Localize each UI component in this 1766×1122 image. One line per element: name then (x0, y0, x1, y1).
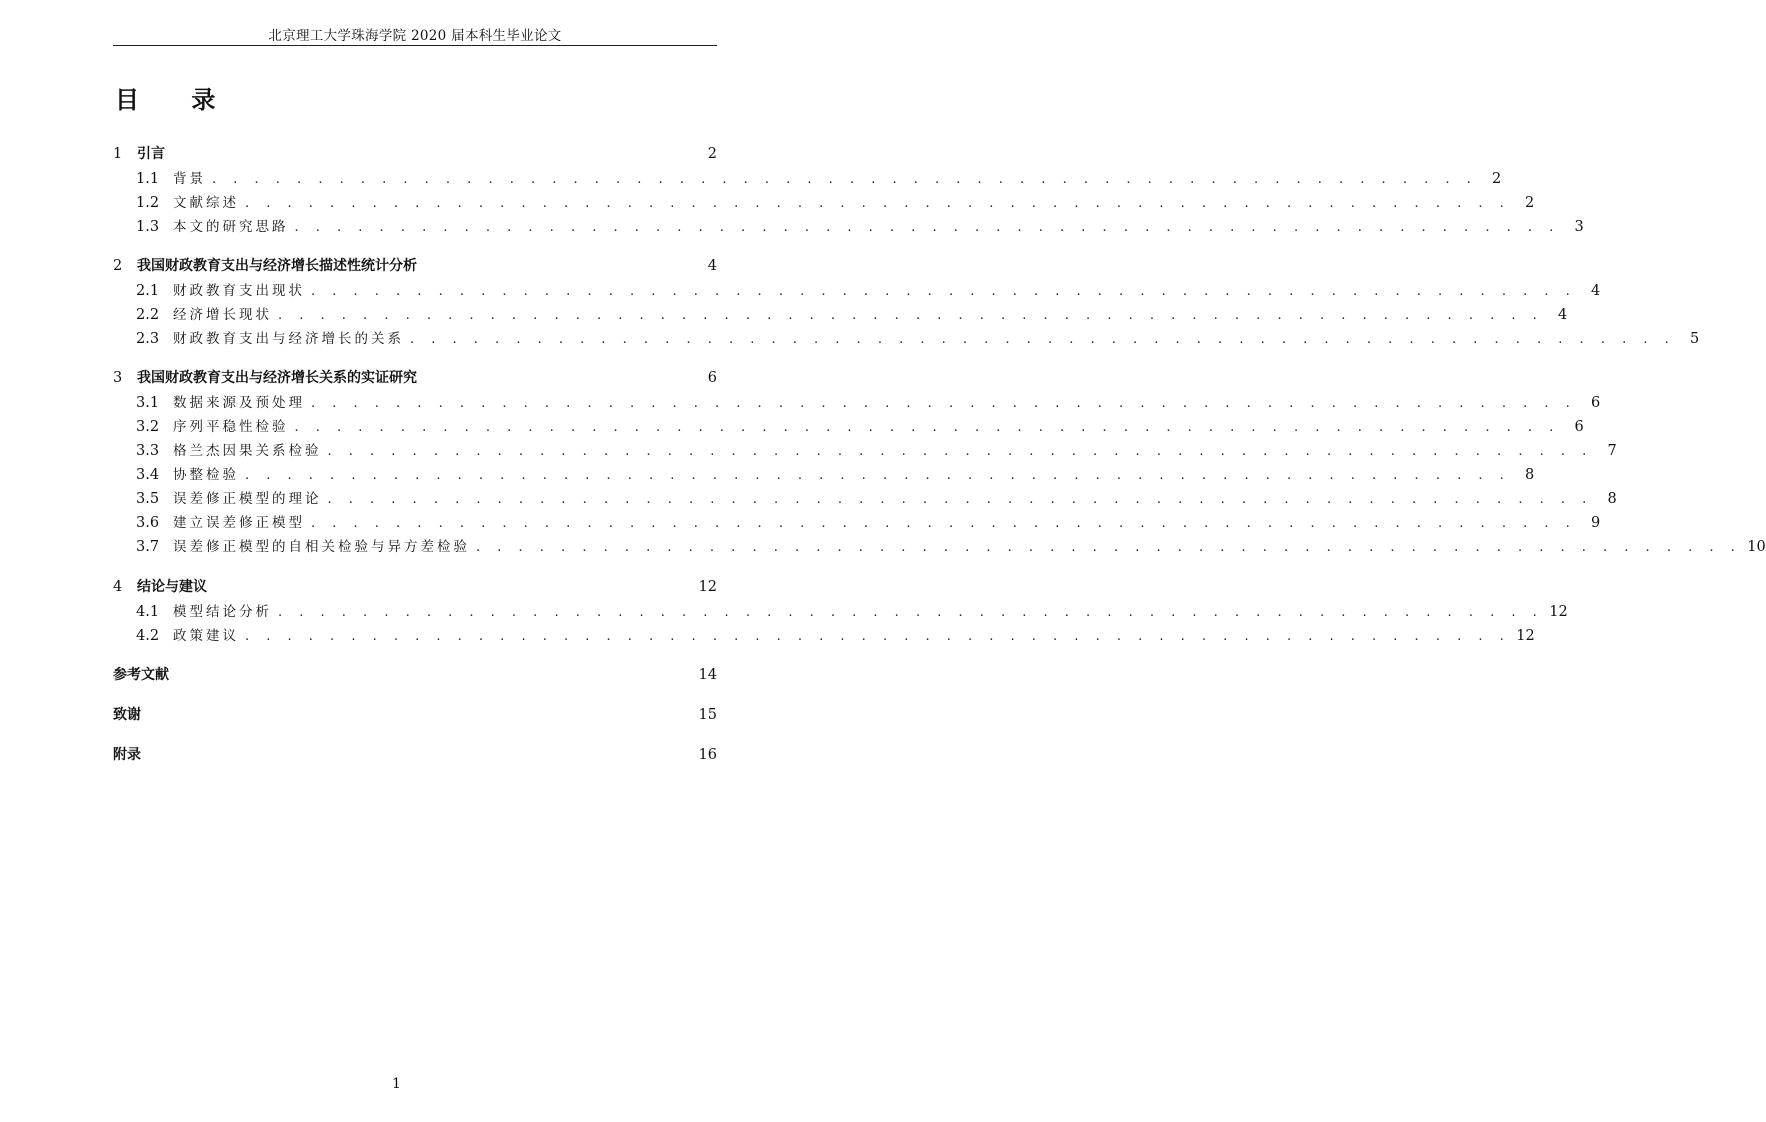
section-number: 3.5 (136, 491, 160, 507)
leader-dots: . . . . . . . . . . . . . . . . . . . . . . . . . . . . . . . . . . . . . . . . . . . . . . . . . . . . . . . . . . . . (311, 396, 1577, 411)
section-title: 政策建议 (173, 628, 239, 644)
section-number: 4.1 (136, 604, 160, 620)
toc-section-3-4[interactable] (113, 463, 1535, 483)
chapter-number: 2 (113, 258, 123, 274)
toc-chapter-3[interactable] (113, 367, 717, 387)
section-page: 2 (1492, 171, 1502, 187)
section-page: 10 (1747, 539, 1766, 555)
section-number: 3.2 (136, 419, 160, 435)
leader-dots: . . . . . . . . . . . . . . . . . . . . . . . . . . . . . . . . . . . . . . . . . . . . . . . . . . . . . . . . . . . . (410, 332, 1676, 347)
references-title: 参考文献 (113, 667, 169, 683)
section-title: 格兰杰因果关系检验 (173, 443, 322, 459)
leader-dots: . . . . . . . . . . . . . . . . . . . . . . . . . . . . . . . . . . . . . . . . . . . . . . . . . . . . . . . . . . . . (476, 540, 1742, 555)
toc-chapter-1[interactable] (113, 143, 717, 163)
chapter-title: 结论与建议 (137, 579, 207, 595)
section-number: 3.6 (136, 515, 160, 531)
section-title: 背景 (173, 171, 206, 187)
section-page: 12 (1549, 604, 1568, 620)
page-number: 1 (392, 1076, 401, 1092)
toc-chapter-2[interactable] (113, 255, 717, 275)
chapter-page: 12 (698, 579, 717, 595)
leader-dots: . . . . . . . . . . . . . . . . . . . . . . . . . . . . . . . . . . . . . . . . . . . . . . . . . . . . . . . . . . . . (311, 516, 1577, 531)
toc-section-3-7[interactable] (113, 535, 1766, 555)
leader-dots: . . . . . . . . . . . . . . . . . . . . . . . . . . . . . . . . . . . . . . . . . . . . . . . . . . . . . . . . . . . . (245, 196, 1511, 211)
chapter-page: 6 (707, 370, 717, 386)
toc-section-1-1[interactable] (113, 167, 1502, 187)
toc-acknowledgements[interactable] (113, 704, 717, 724)
toc-section-3-5[interactable] (113, 487, 1617, 507)
leader-dots: . . . . . . . . . . . . . . . . . . . . . . . . . . . . . . . . . . . . . . . . . . . . . . . . . . . . . . . . . . . . (327, 444, 1593, 459)
toc-section-2-3[interactable] (113, 327, 1700, 347)
section-page: 6 (1591, 395, 1601, 411)
toc-title: 目 录 (115, 86, 238, 114)
section-page: 4 (1558, 307, 1568, 323)
section-title: 协整检验 (173, 467, 239, 483)
toc-appendix[interactable] (113, 744, 717, 764)
chapter-page: 2 (707, 146, 717, 162)
toc-section-2-2[interactable] (113, 303, 1568, 323)
section-page: 9 (1591, 515, 1601, 531)
chapter-number: 3 (113, 370, 123, 386)
toc-section-3-1[interactable] (113, 391, 1601, 411)
section-page: 8 (1525, 467, 1535, 483)
toc-section-4-2[interactable] (113, 624, 1535, 644)
section-number: 3.4 (136, 467, 160, 483)
page-header: 北京理工大学珠海学院 2020 届本科生毕业论文 (268, 28, 562, 44)
section-number: 4.2 (136, 628, 160, 644)
leader-dots: . . . . . . . . . . . . . . . . . . . . . . . . . . . . . . . . . . . . . . . . . . . . . . . . . . . . . . . . . . . . (294, 220, 1560, 235)
references-page: 14 (698, 667, 717, 683)
section-title: 财政教育支出现状 (173, 283, 305, 299)
chapter-number: 1 (113, 146, 123, 162)
acknowledgements-title: 致谢 (113, 707, 141, 723)
section-title: 序列平稳性检验 (173, 419, 289, 435)
chapter-number: 4 (113, 579, 123, 595)
section-title: 误差修正模型的自相关检验与异方差检验 (173, 539, 470, 555)
section-number: 1.1 (136, 171, 160, 187)
section-number: 2.2 (136, 307, 160, 323)
toc-section-1-2[interactable] (113, 191, 1535, 211)
section-page: 12 (1516, 628, 1535, 644)
section-number: 2.3 (136, 331, 160, 347)
leader-dots: . . . . . . . . . . . . . . . . . . . . . . . . . . . . . . . . . . . . . . . . . . . . . . . . . . . . . . . . . . . . (245, 468, 1511, 483)
section-title: 数据来源及预处理 (173, 395, 305, 411)
leader-dots: . . . . . . . . . . . . . . . . . . . . . . . . . . . . . . . . . . . . . . . . . . . . . . . . . . . . . . . . . . . . (294, 420, 1560, 435)
section-number: 3.3 (136, 443, 160, 459)
section-page: 6 (1574, 419, 1584, 435)
section-title: 模型结论分析 (173, 604, 272, 620)
toc-section-2-1[interactable] (113, 279, 1601, 299)
toc-references[interactable] (113, 664, 717, 684)
leader-dots: . . . . . . . . . . . . . . . . . . . . . . . . . . . . . . . . . . . . . . . . . . . . . . . . . . . . . . . . . . . . (278, 605, 1544, 620)
acknowledgements-page: 15 (698, 707, 717, 723)
section-title: 本文的研究思路 (173, 219, 289, 235)
appendix-title: 附录 (113, 747, 141, 763)
leader-dots: . . . . . . . . . . . . . . . . . . . . . . . . . . . . . . . . . . . . . . . . . . . . . . . . . . . . . . . . . . . . (245, 629, 1511, 644)
section-page: 7 (1607, 443, 1617, 459)
chapter-page: 4 (707, 258, 717, 274)
chapter-title: 引言 (137, 146, 165, 162)
appendix-page: 16 (698, 747, 717, 763)
toc-section-3-6[interactable] (113, 511, 1601, 531)
section-page: 4 (1591, 283, 1601, 299)
section-page: 2 (1525, 195, 1535, 211)
toc-chapter-4[interactable] (113, 576, 717, 596)
section-title: 文献综述 (173, 195, 239, 211)
section-page: 5 (1690, 331, 1700, 347)
toc-section-3-2[interactable] (113, 415, 1584, 435)
toc-section-3-3[interactable] (113, 439, 1617, 459)
section-page: 8 (1607, 491, 1617, 507)
chapter-title: 我国财政教育支出与经济增长描述性统计分析 (137, 258, 417, 274)
section-title: 建立误差修正模型 (173, 515, 305, 531)
section-title: 误差修正模型的理论 (173, 491, 322, 507)
leader-dots: . . . . . . . . . . . . . . . . . . . . . . . . . . . . . . . . . . . . . . . . . . . . . . . . . . . . . . . . . . . . (278, 308, 1544, 323)
section-page: 3 (1574, 219, 1584, 235)
section-number: 1.3 (136, 219, 160, 235)
section-number: 1.2 (136, 195, 160, 211)
section-number: 3.7 (136, 539, 160, 555)
toc-section-4-1[interactable] (113, 600, 1568, 620)
section-number: 3.1 (136, 395, 160, 411)
leader-dots: . . . . . . . . . . . . . . . . . . . . . . . . . . . . . . . . . . . . . . . . . . . . . . . . . . . . . . . . . . . . (311, 284, 1577, 299)
chapter-title: 我国财政教育支出与经济增长关系的实证研究 (137, 370, 417, 386)
leader-dots: . . . . . . . . . . . . . . . . . . . . . . . . . . . . . . . . . . . . . . . . . . . . . . . . . . . . . . . . . . . . (212, 172, 1478, 187)
section-title: 经济增长现状 (173, 307, 272, 323)
leader-dots: . . . . . . . . . . . . . . . . . . . . . . . . . . . . . . . . . . . . . . . . . . . . . . . . . . . . . . . . . . . . (327, 492, 1593, 507)
section-number: 2.1 (136, 283, 160, 299)
section-title: 财政教育支出与经济增长的关系 (173, 331, 404, 347)
toc-section-1-3[interactable] (113, 215, 1584, 235)
header-rule (113, 45, 717, 46)
